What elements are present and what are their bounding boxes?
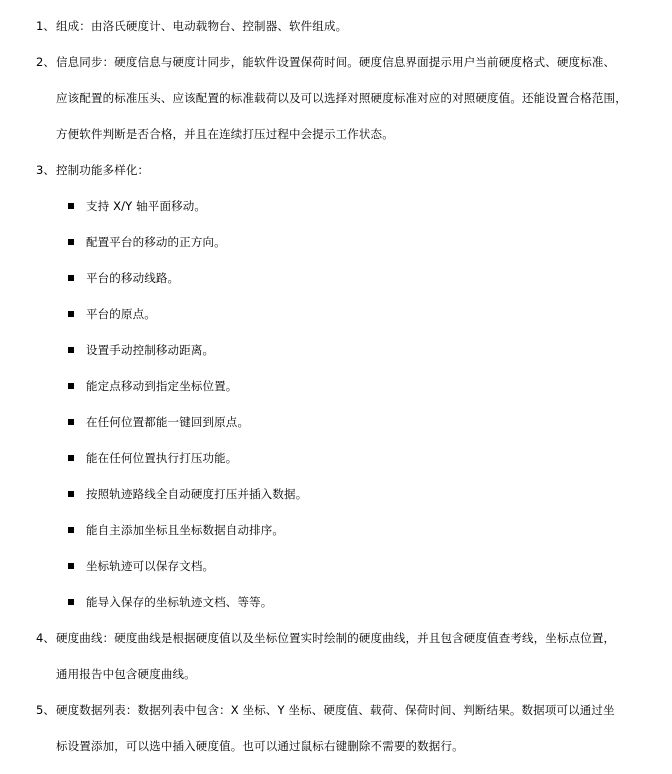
paragraph-line: 硬度曲线：硬度曲线是根据硬度值以及坐标位置实时绘制的硬度曲线，并且包含硬度值查考线，坐标点位置， xyxy=(56,631,616,645)
list-marker-5: 5、 xyxy=(36,703,55,717)
sub-list-item xyxy=(0,584,672,620)
sub-list-item xyxy=(0,260,672,296)
square-bullet-icon xyxy=(68,347,74,353)
sub-list-item-label: 配置平台的移动的正方向。 xyxy=(86,235,226,249)
sub-list-item-label: 支持 X/Y 轴平面移动。 xyxy=(86,199,207,213)
paragraph-line: 标设置添加，可以选中插入硬度值。也可以通过鼠标右键删除不需要的数据行。 xyxy=(56,739,464,753)
sub-list-item-label: 按照轨迹路线全自动硬度打压并插入数据。 xyxy=(86,487,308,501)
sub-list-item xyxy=(0,440,672,476)
paragraph-line: 硬度数据列表：数据列表中包含：X 坐标、Y 坐标、硬度值、载荷、保荷时间、判断结果。数据项可以通过坐 xyxy=(56,703,615,717)
sub-list-item xyxy=(0,368,672,404)
list-item-4 xyxy=(0,620,672,692)
square-bullet-icon xyxy=(68,563,74,569)
paragraph-line: 控制功能多样化： xyxy=(56,163,150,177)
square-bullet-icon xyxy=(68,455,74,461)
list-marker-1: 1、 xyxy=(36,19,55,33)
sub-list-item-label: 能定点移动到指定坐标位置。 xyxy=(86,379,238,393)
square-bullet-icon xyxy=(68,383,74,389)
paragraph-line: 方便软件判断是否合格，并且在连续打压过程中会提示工作状态。 xyxy=(56,127,394,141)
sub-list-item xyxy=(0,512,672,548)
sub-list-item-label: 能在任何位置执行打压功能。 xyxy=(86,451,238,465)
square-bullet-icon xyxy=(68,599,74,605)
sub-list-item xyxy=(0,296,672,332)
square-bullet-icon xyxy=(68,275,74,281)
sub-list-item xyxy=(0,188,672,224)
sub-list-item-label: 在任何位置都能一键回到原点。 xyxy=(86,415,250,429)
sub-list-item xyxy=(0,548,672,584)
paragraph-line: 通用报告中包含硬度曲线。 xyxy=(56,667,196,681)
square-bullet-icon xyxy=(68,491,74,497)
sub-list-item xyxy=(0,224,672,260)
square-bullet-icon xyxy=(68,239,74,245)
list-marker-2: 2、 xyxy=(36,55,55,69)
sub-list-item-label: 平台的原点。 xyxy=(86,307,156,321)
paragraph-line: 信息同步：硬度信息与硬度计同步，能软件设置保荷时间。硬度信息界面提示用户当前硬度格式、硬度标准、 xyxy=(56,55,616,69)
sub-list-item-label: 坐标轨迹可以保存文档。 xyxy=(86,559,215,573)
square-bullet-icon xyxy=(68,203,74,209)
square-bullet-icon xyxy=(68,527,74,533)
list-item-3 xyxy=(0,152,672,188)
sub-list-item xyxy=(0,476,672,512)
list-item-5 xyxy=(0,692,672,764)
sub-list-item-label: 平台的移动线路。 xyxy=(86,271,180,285)
list-marker-4: 4、 xyxy=(36,631,55,645)
sub-list-item xyxy=(0,332,672,368)
square-bullet-icon xyxy=(68,419,74,425)
paragraph-line: 组成：由洛氏硬度计、电动载物台、控制器、软件组成。 xyxy=(56,19,348,33)
paragraph-line: 应该配置的标准压头、应该配置的标准载荷以及可以选择对照硬度标准对应的对照硬度值。还能设置合格范围， xyxy=(56,91,627,105)
list-item-2 xyxy=(0,44,672,152)
square-bullet-icon xyxy=(68,311,74,317)
sub-list-item xyxy=(0,404,672,440)
list-marker-3: 3、 xyxy=(36,163,55,177)
sub-list-item-label: 设置手动控制移动距离。 xyxy=(86,343,215,357)
list-item-1 xyxy=(0,8,672,44)
sub-list-item-label: 能自主添加坐标且坐标数据自动排序。 xyxy=(86,523,285,537)
sub-list-item-label: 能导入保存的坐标轨迹文档、等等。 xyxy=(86,595,273,609)
